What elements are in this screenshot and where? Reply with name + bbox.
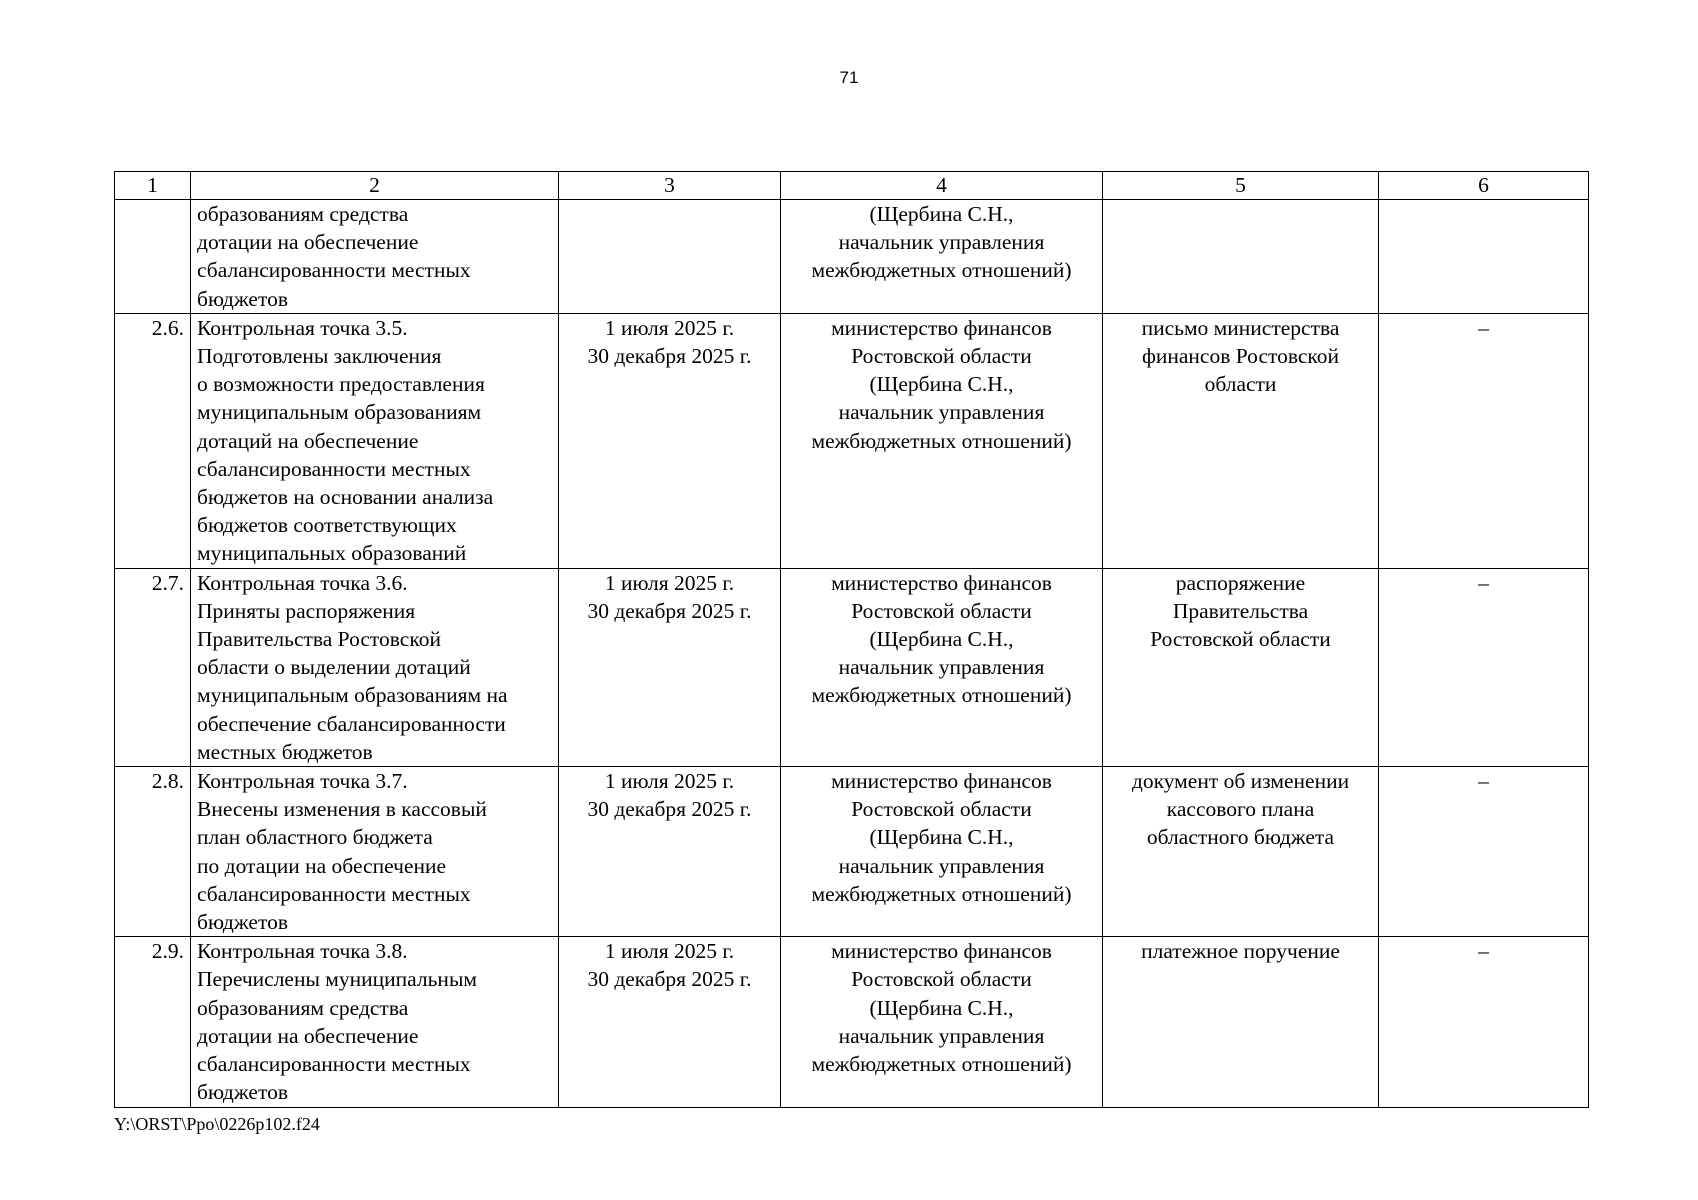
control-point-cell	[191, 200, 559, 314]
cell-text-line: бюджетов на основании анализа	[197, 485, 494, 510]
control-point-cell	[191, 313, 559, 568]
info-system-cell: –	[1379, 767, 1589, 937]
cell-text-line: (Щербина С.Н.,	[869, 825, 1014, 850]
cell-text-line: сбалансированности местных	[197, 1052, 471, 1077]
info-system-cell	[1379, 200, 1589, 314]
responsible-cell	[781, 200, 1103, 314]
cell-text-line: межбюджетных отношений)	[811, 428, 1072, 453]
cell-text-line: письмо министерства	[1141, 315, 1340, 340]
cell-text-line: бюджетов	[197, 910, 288, 935]
cell-text-line: межбюджетных отношений)	[811, 881, 1072, 906]
column-header-1: 1	[115, 172, 191, 200]
document-cell	[1103, 568, 1379, 766]
info-system-cell: –	[1379, 313, 1589, 568]
cell-text-line: области о выделении дотаций	[197, 655, 471, 680]
cell-text-line: начальник управления	[838, 1023, 1045, 1048]
cell-text-line: по дотации на обеспечение	[197, 853, 447, 878]
cell-text-line: межбюджетных отношений)	[811, 258, 1072, 283]
responsible-cell	[781, 937, 1103, 1107]
cell-text-line: (Щербина С.Н.,	[869, 202, 1014, 226]
cell-text-line: дотации на обеспечение	[197, 1023, 419, 1048]
cell-text-line: местных бюджетов	[197, 739, 373, 764]
cell-text-line: министерство финансов	[831, 769, 1052, 794]
cell-text-line: Ростовской области	[1150, 627, 1331, 652]
cell-text-line: бюджетов	[197, 1080, 288, 1105]
cell-text-line: обеспечение сбалансированности	[197, 711, 506, 736]
control-point-cell	[191, 937, 559, 1107]
cell-text-line: дотации на обеспечение	[197, 230, 419, 255]
cell-text-line: области	[1204, 372, 1277, 397]
table-row	[115, 937, 1589, 1107]
cell-text-line: Правительства	[1172, 598, 1309, 623]
page-number: 71	[839, 68, 859, 87]
cell-text-line: (Щербина С.Н.,	[869, 627, 1014, 652]
cell-text-line: Ростовской области	[851, 797, 1032, 822]
control-point-cell	[191, 568, 559, 766]
cell-text-line: начальник управления	[838, 655, 1045, 680]
cell-text-line: муниципальным образованиям на	[197, 683, 508, 708]
table-row	[115, 200, 1589, 314]
cell-text-line: образованиям средства	[197, 995, 409, 1020]
cell-text-line: (Щербина С.Н.,	[869, 995, 1014, 1020]
cell-text-line: 30 декабря 2025 г.	[587, 967, 752, 992]
cell-text-line: Перечислены муниципальным	[197, 967, 477, 992]
cell-text-line: документ об изменении	[1131, 769, 1350, 794]
cell-text-line: кассового плана	[1166, 797, 1315, 822]
cell-text-line: Подготовлены заключения	[197, 344, 442, 369]
cell-text-line: 1 июля 2025 г.	[604, 939, 735, 964]
cell-text-line: бюджетов	[197, 286, 288, 311]
cell-text-line: сбалансированности местных	[197, 881, 471, 906]
column-header-2: 2	[191, 172, 559, 200]
cell-text-line: Правительства Ростовской	[197, 627, 441, 652]
row-number-cell	[115, 200, 191, 314]
cell-text-line: Контрольная точка 3.6.	[197, 570, 408, 595]
deadline-cell	[559, 937, 781, 1107]
cell-text-line: дотаций на обеспечение	[197, 428, 419, 453]
deadline-cell	[559, 568, 781, 766]
cell-text-line: Ростовской области	[851, 344, 1032, 369]
cell-text-line: министерство финансов	[831, 315, 1052, 340]
cell-text-line: начальник управления	[838, 230, 1045, 255]
cell-text-line: 30 декабря 2025 г.	[587, 598, 752, 623]
responsible-cell	[781, 313, 1103, 568]
plan-table	[114, 171, 1589, 1108]
cell-text-line: муниципальным образованиям	[197, 400, 482, 425]
cell-text-line: Приняты распоряжения	[197, 598, 416, 623]
row-number-cell: 2.8.	[115, 767, 191, 937]
table-body	[115, 200, 1589, 1108]
table-row	[115, 313, 1589, 568]
cell-text-line: план областного бюджета	[197, 825, 433, 850]
cell-text-line: бюджетов соответствующих	[197, 513, 457, 538]
row-number-cell: 2.6.	[115, 313, 191, 568]
cell-text-line: межбюджетных отношений)	[811, 683, 1072, 708]
deadline-cell	[559, 200, 781, 314]
column-header-5: 5	[1103, 172, 1379, 200]
cell-text-line: Контрольная точка 3.8.	[197, 939, 408, 964]
cell-text-line: муниципальных образований	[197, 541, 467, 566]
cell-text-line: областного бюджета	[1146, 825, 1335, 850]
cell-text-line: 1 июля 2025 г.	[604, 570, 735, 595]
info-system-cell: –	[1379, 568, 1589, 766]
cell-text-line: (Щербина С.Н.,	[869, 372, 1014, 397]
cell-text-line: министерство финансов	[831, 939, 1052, 964]
row-number-cell: 2.9.	[115, 937, 191, 1107]
cell-text-line: платежное поручение	[1141, 939, 1340, 964]
cell-text-line: Ростовской области	[851, 598, 1032, 623]
document-cell	[1103, 767, 1379, 937]
cell-text-line: распоряжение	[1175, 570, 1306, 595]
header-row	[115, 172, 1589, 200]
cell-text-line: 1 июля 2025 г.	[604, 315, 735, 340]
cell-text-line: сбалансированности местных	[197, 258, 471, 283]
column-header-3: 3	[559, 172, 781, 200]
cell-text-line: начальник управления	[838, 400, 1045, 425]
cell-text-line: Ростовской области	[851, 967, 1032, 992]
cell-text-line: 30 декабря 2025 г.	[587, 344, 752, 369]
document-cell	[1103, 937, 1379, 1107]
cell-text-line: образованиям средства	[197, 202, 409, 226]
table-row	[115, 568, 1589, 766]
file-path-footer: Y:\ORST\Ppo\0226p102.f24	[114, 1114, 320, 1134]
cell-text-line: сбалансированности местных	[197, 456, 471, 481]
responsible-cell	[781, 568, 1103, 766]
cell-text-line: о возможности предоставления	[197, 372, 485, 397]
cell-text-line: начальник управления	[838, 853, 1045, 878]
column-header-6: 6	[1379, 172, 1589, 200]
control-point-cell	[191, 767, 559, 937]
cell-text-line: министерство финансов	[831, 570, 1052, 595]
cell-text-line: 1 июля 2025 г.	[604, 769, 735, 794]
info-system-cell: –	[1379, 937, 1589, 1107]
column-header-4: 4	[781, 172, 1103, 200]
document-cell	[1103, 200, 1379, 314]
table-row	[115, 767, 1589, 937]
cell-text-line: Контрольная точка 3.5.	[197, 315, 408, 340]
row-number-cell: 2.7.	[115, 568, 191, 766]
cell-text-line: межбюджетных отношений)	[811, 1052, 1072, 1077]
cell-text-line: Внесены изменения в кассовый	[197, 797, 487, 822]
deadline-cell	[559, 767, 781, 937]
cell-text-line: Контрольная точка 3.7.	[197, 769, 408, 794]
cell-text-line: 30 декабря 2025 г.	[587, 797, 752, 822]
cell-text-line: финансов Ростовской	[1141, 344, 1340, 369]
responsible-cell	[781, 767, 1103, 937]
deadline-cell	[559, 313, 781, 568]
document-cell	[1103, 313, 1379, 568]
